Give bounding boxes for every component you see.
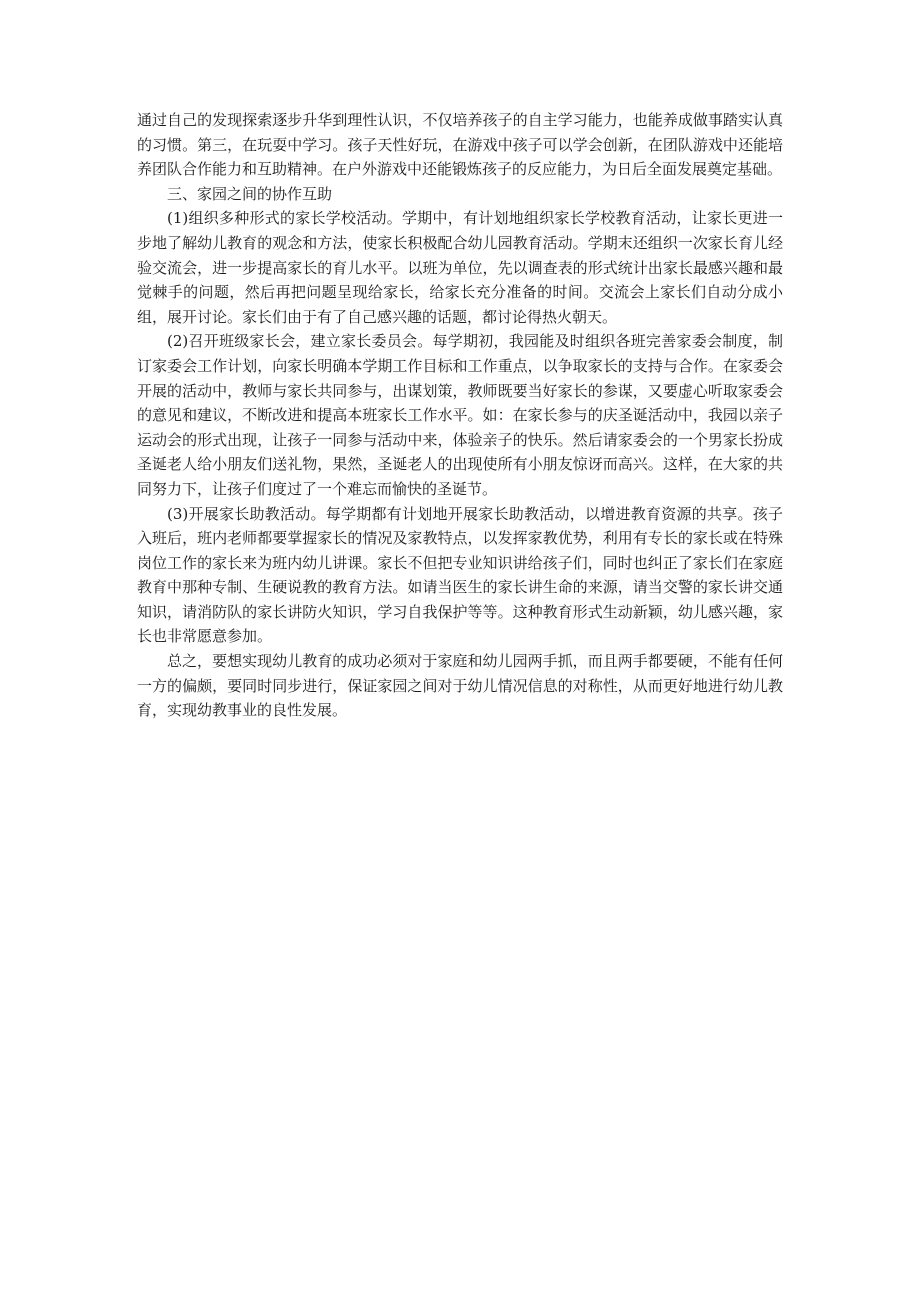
paragraph-item-1: (1)组织多种形式的家长学校活动。学期中，有计划地组织家长学校教育活动，让家长更进一步地了解幼儿教育的观念和方法，使家长积极配合幼儿园教育活动。学期末还组织一次家长育儿经验交流会，进一步提高家长的育儿水平。以班为单位，先以调查表的形式统计出家长最感兴趣和最觉棘手的问题，然后再把问题呈现给家长，给家长充分准备的时间。交流会上家长们自动分成小组，展开讨论。家长们由于有了自己感兴趣的话题，都讨论得热火朝天。: [137, 209, 783, 326]
paragraph-item-2: (2)召开班级家长会，建立家长委员会。每学期初，我园能及时组织各班完善家委会制度，制订家委会工作计划，向家长明确本学期工作目标和工作重点，以争取家长的支持与合作。在家委会开展的活动中，教师与家长共同参与，出谋划策，教师既要当好家长的参谋，又要虚心听取家委会的意见和建议，不断改进和提高本班家长工作水平。如：在家长参与的庆圣诞活动中，我园以亲子运动会的形式出现，让孩子一同参与活动中来，体验亲子的快乐。然后请家委会的一个男家长扮成圣诞老人给小朋友们送礼物，果然，圣诞老人的出现使所有小朋友惊讶而高兴。这样，在大家的共同努力下，让孩子们度过了一个难忘而愉快的圣诞节。: [137, 332, 783, 498]
paragraph-conclusion: 总之，要想实现幼儿教育的成功必须对于家庭和幼儿园两手抓，而且两手都要硬，不能有任何一方的偏颇，要同时同步进行，保证家园之间对于幼儿情况信息的对称性，从而更好地进行幼儿教育，实现幼教事业的良性发展。: [137, 652, 783, 720]
paragraph-item-3: (3)开展家长助教活动。每学期都有计划地开展家长助教活动，以增进教育资源的共享。孩子入班后，班内老师都要掌握家长的情况及家教特点，以发挥家教优势，利用有专长的家长或在特殊岗位工作的家长来为班内幼儿讲课。家长不但把专业知识讲给孩子们，同时也纠正了家长们在家庭教育中那种专制、生硬说教的教育方法。如请当医生的家长讲生命的来源，请当交警的家长讲交通知识，请消防队的家长讲防火知识，学习自我保护等等。这种教育形式生动新颖，幼儿感兴趣，家长也非常愿意参加。: [137, 504, 783, 646]
paragraph-continuation: 通过自己的发现探索逐步升华到理性认识，不仅培养孩子的自主学习能力，也能养成做事踏实认真的习惯。第三，在玩耍中学习。孩子天性好玩，在游戏中孩子可以学会创新，在团队游戏中还能培养团队合作能力和互助精神。在户外游戏中还能锻炼孩子的反应能力，为日后全面发展奠定基础。: [137, 111, 783, 179]
section-heading: 三、家园之间的协作互助: [167, 184, 333, 203]
document-body: [137, 108, 783, 723]
